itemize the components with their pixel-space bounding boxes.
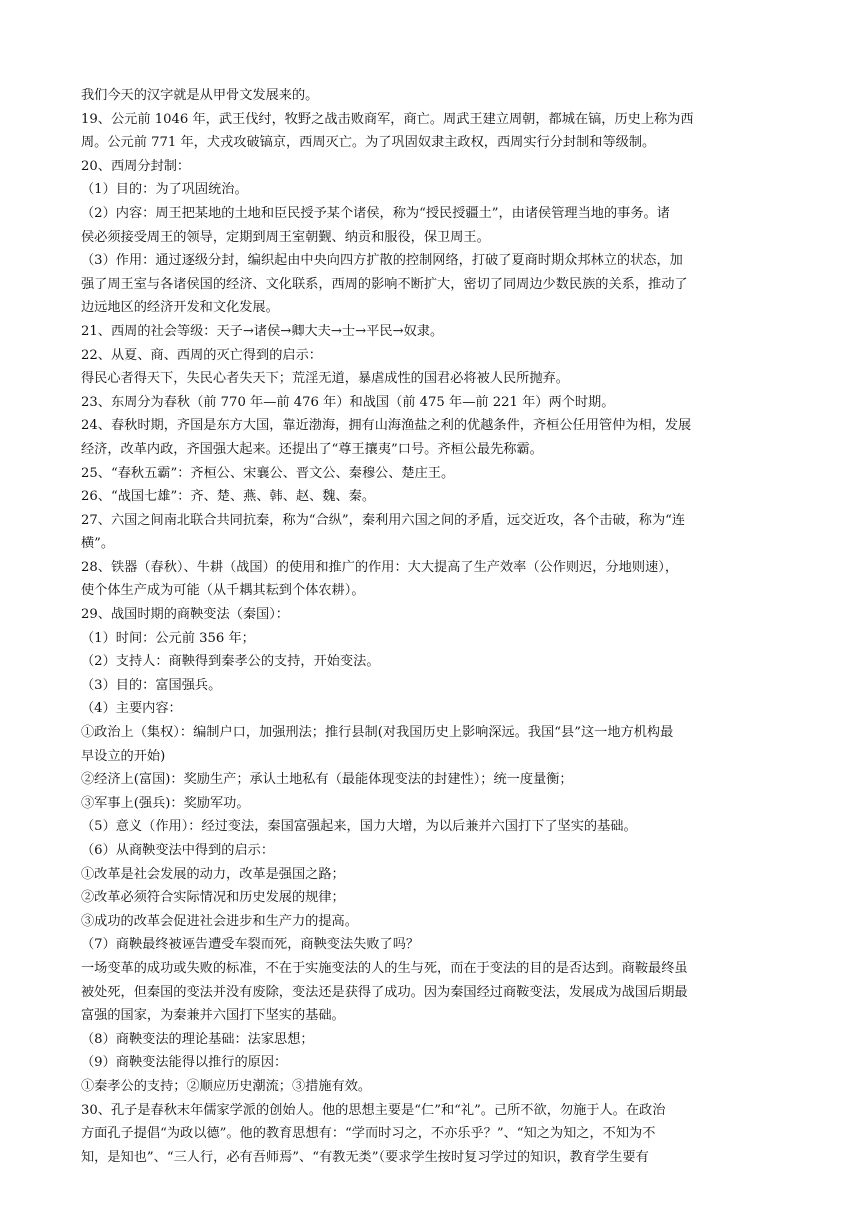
text-line: 横”。 xyxy=(81,536,115,552)
text-line: 一场变革的成功或失败的标准，不在于实施变法的人的生与死，而在于变法的目的是否达到。商鞍最终虽 xyxy=(81,960,688,976)
text-line: ①秦孝公的支持；②顺应历史潮流；③措施有效。 xyxy=(81,1078,372,1094)
text-line: 边远地区的经济开发和文化发展。 xyxy=(81,300,279,316)
text-line: 使个体生产成为可能（从千耦其耘到个体农耕）。 xyxy=(81,583,365,599)
text-line: （1）目的：为了巩固统治。 xyxy=(81,182,248,198)
text-line: 29、战国时期的商鞅变法（秦国）： xyxy=(81,607,289,623)
text-line: 26、“战国七雄”：齐、楚、燕、韩、赵、魏、秦。 xyxy=(81,489,376,505)
text-line: （7）商鞅最终被诬告遭受车裂而死，商鞅变法失败了吗？ xyxy=(81,937,420,953)
text-line: 方面孔子提倡“为政以德”。他的教育思想有：“学而时习之，不亦乐乎？”、“知之为知之，不知为不 xyxy=(81,1126,656,1142)
text-line: ③成功的改革会促进社会进步和生产力的提高。 xyxy=(81,913,358,929)
text-line: 28、铁器（春秋）、牛耕（战国）的使用和推广的作用：大大提高了生产效率（公作则迟，分地则速）， xyxy=(81,559,679,575)
text-line: 得民心者得天下，失民心者失天下；荒淫无道，暴虐成性的国君必将被人民所抛弃。 xyxy=(81,371,569,387)
text-line: ①政治上（集权）：编制户口，加强刑法；推行县制(对我国历史上影响深远。我国“县”这一地方机构最 xyxy=(81,725,674,741)
text-line: （3）目的：富国强兵。 xyxy=(81,677,222,693)
text-line: 富强的国家，为秦兼并六国打下坚实的基础。 xyxy=(81,1008,345,1024)
text-line: 强了周王室与各诸侯国的经济、文化联系，西周的影响不断扩大，密切了同周边少数民族的关系，推动了 xyxy=(81,276,688,292)
text-line: 20、西周分封制： xyxy=(81,158,191,174)
text-line: 22、从夏、商、西周的灭亡得到的启示： xyxy=(81,347,322,363)
text-line: 经济，改革内政，齐国强大起来。还提出了“尊王攘夷”口号。齐桓公最先称霸。 xyxy=(81,441,543,457)
text-line: （1）时间：公元前 356 年； xyxy=(81,630,255,646)
text-line: 25、“春秋五霸”：齐桓公、宋襄公、晋文公、秦穆公、楚庄王。 xyxy=(81,465,455,481)
text-line: 周。公元前 771 年，犬戎攻破镐京，西周灭亡。为了巩固奴隶主政权，西周实行分封制和等级制。 xyxy=(81,135,656,151)
text-line: 侯必须接受周王的领导，定期到周王室朝觐、纳贡和服役，保卫周王。 xyxy=(81,229,490,245)
text-line: （6）从商鞅变法中得到的启示： xyxy=(81,843,275,858)
text-line: （5）意义（作用）：经过变法，秦国富强起来，国力大增，为以后兼并六国打下了坚实的基础。 xyxy=(81,819,637,835)
text-line: 23、东周分为春秋（前 770 年—前 476 年）和战国（前 475 年—前 221 年）两个时期。 xyxy=(81,394,615,410)
text-line: 21、西周的社会等级：天子→诸侯→卿大夫→士→平民→奴隶。 xyxy=(81,323,444,339)
text-line: 被处死，但秦国的变法并没有废除，变法还是获得了成功。因为秦国经过商鞍变法，发展成为战国后期最 xyxy=(81,984,688,1000)
text-line: ②改革必须符合实际情况和历史发展的规律； xyxy=(81,890,345,906)
text-line: 27、六国之间南北联合共同抗秦，称为“合纵”，秦利用六国之间的矛盾，远交近攻，各个击破，称为“连 xyxy=(81,512,686,528)
text-line: （3）作用：通过逐级分封，编织起由中央向四方扩散的控制网络，打破了夏商时期众邦林立的状态，加 xyxy=(81,253,683,269)
text-line: （9）商鞅变法能得以推行的原因： xyxy=(81,1055,288,1071)
text-line: 早设立的开始) xyxy=(81,748,166,764)
text-line: 我们今天的汉字就是从甲骨文发展来的。 xyxy=(81,88,319,103)
text-line: （8）商鞅变法的理论基础：法家思想； xyxy=(81,1031,314,1047)
text-line: （2）内容：周王把某地的土地和臣民授予某个诸侯，称为“授民授疆土”，由诸侯管理当地的事务。诸 xyxy=(81,205,670,221)
text-line: 知，是知也”、“三人行，必有吾师焉”、“有教无类”（要求学生按时复习学过的知识，教育学生要有 xyxy=(81,1149,649,1165)
text-line: ③军事上(强兵)：奖励军功。 xyxy=(81,795,250,811)
text-line: 19、公元前 1046 年，武王伐纣，牧野之战击败商军，商亡。周武王建立周朝，都城在镐，历史上称为西 xyxy=(81,111,694,127)
document-body xyxy=(81,84,781,1169)
text-line: ①改革是社会发展的动力，改革是强国之路； xyxy=(81,866,345,882)
text-line: 24、春秋时期，齐国是东方大国，靠近渤海，拥有山海渔盐之利的优越条件，齐桓公任用管仲为相，发展 xyxy=(81,418,692,434)
text-line: 30、孔子是春秋末年儒家学派的创始人。他的思想主要是“仁”和“礼”。己所不欲，勿施于人。在政治 xyxy=(81,1102,666,1118)
text-line: ②经济上(富国)：奖励生产；承认土地私有（最能体现变法的封建性）；统一度量衡； xyxy=(81,772,573,788)
text-line: （4）主要内容： xyxy=(81,701,182,717)
text-line: （2）支持人：商鞅得到秦孝公的支持，开始变法。 xyxy=(81,654,380,670)
